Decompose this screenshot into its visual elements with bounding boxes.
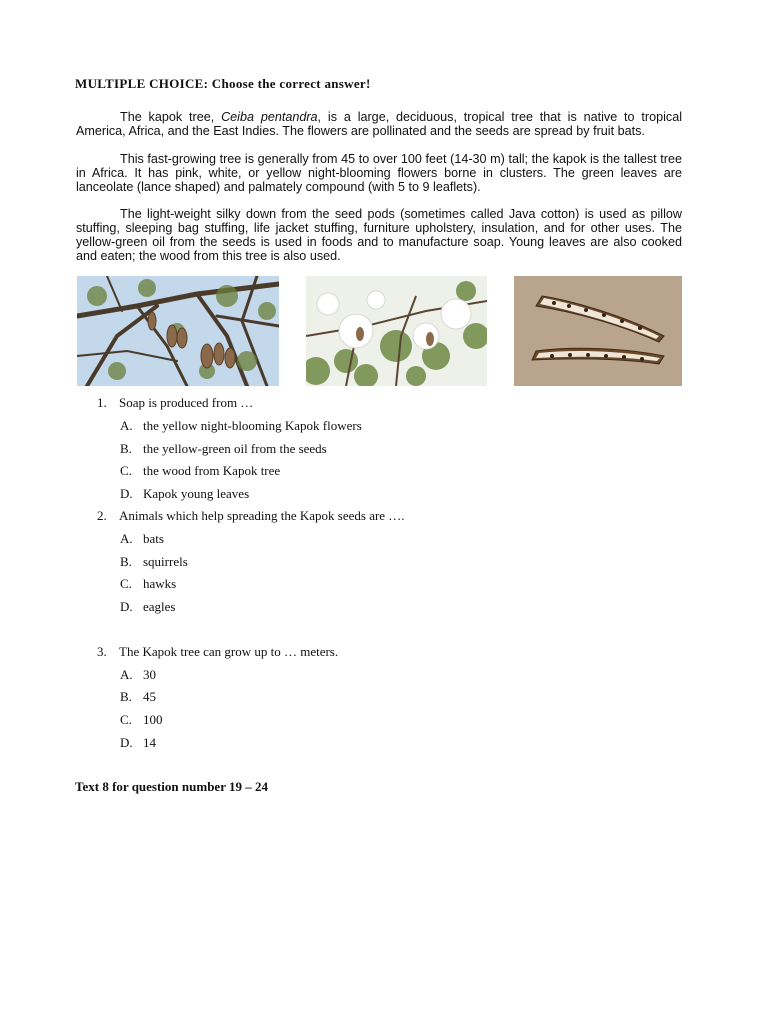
option-text: eagles: [143, 599, 176, 614]
p2-text: This fast-growing tree is generally from 45 to over 100 feet (14-30 m) tall; the kapok is the tallest tree in Africa. It has pink, white, or yellow night-blooming flowers borne in clusters. The green leaves are lanceolate (lance shaped) and palmately compound (with 5 to 9 leaflets).: [76, 152, 682, 194]
option-3d[interactable]: [120, 735, 156, 750]
p1-text-b: , is a large, deciduous, tropical tree that is native to tropical America, Africa, and the East Indies. The flowers are pollinated and the seeds are spread by fruit bats.: [76, 110, 682, 138]
question-3: [97, 644, 338, 659]
option-text: the wood from Kapok tree: [143, 463, 281, 478]
option-3a[interactable]: [120, 667, 156, 682]
option-text: the yellow night-blooming Kapok flowers: [143, 418, 362, 433]
option-3c[interactable]: [120, 712, 163, 727]
option-letter: C.: [120, 463, 132, 478]
option-2a[interactable]: [120, 531, 164, 546]
kapok-pods-photo: [77, 276, 279, 386]
p1-scientific-name: Ceiba pentandra: [221, 110, 318, 124]
option-letter: A.: [120, 531, 133, 546]
option-letter: A.: [120, 667, 133, 682]
option-letter: C.: [120, 576, 132, 591]
question-number: 3.: [97, 644, 107, 659]
kapok-cotton-photo: [306, 276, 487, 386]
option-1a[interactable]: [120, 418, 362, 433]
option-text: the yellow-green oil from the seeds: [143, 441, 327, 456]
option-letter: D.: [120, 735, 133, 750]
option-2d[interactable]: [120, 599, 175, 614]
option-letter: A.: [120, 418, 133, 433]
option-2b[interactable]: [120, 554, 188, 569]
kapok-seed-pod-photo: [514, 276, 682, 386]
option-text: 14: [143, 735, 156, 750]
option-2c[interactable]: [120, 576, 176, 591]
option-text: squirrels: [143, 554, 188, 569]
question-2: [97, 508, 405, 523]
question-text: The Kapok tree can grow up to … meters.: [119, 644, 339, 659]
passage-paragraph-2: [76, 152, 682, 194]
option-text: Kapok young leaves: [143, 486, 250, 501]
option-text: 45: [143, 689, 156, 704]
option-letter: B.: [120, 441, 132, 456]
question-text: Animals which help spreading the Kapok seeds are ….: [119, 508, 405, 523]
option-1b[interactable]: [120, 441, 327, 456]
option-letter: D.: [120, 486, 133, 501]
option-3b[interactable]: [120, 689, 156, 704]
p3-text: The light-weight silky down from the seed pods (sometimes called Java cotton) is used as pillow stuffing, sleeping bag stuffing, life jacket stuffing, furniture upholstery, insulation, and for other uses. The yellow-green oil from the seeds is used in foods and to manufacture soap. Young leaves are also cooked and eaten; the wood from this tree is also used.: [76, 207, 682, 263]
option-text: 100: [143, 712, 163, 727]
option-letter: B.: [120, 554, 132, 569]
option-text: bats: [143, 531, 164, 546]
option-letter: B.: [120, 689, 132, 704]
option-1d[interactable]: [120, 486, 249, 501]
option-letter: C.: [120, 712, 132, 727]
p1-text-a: The kapok tree,: [120, 110, 222, 124]
question-number: 2.: [97, 508, 107, 523]
option-1c[interactable]: [120, 463, 280, 478]
next-text-title: Text 8 for question number 19 – 24: [75, 779, 268, 794]
question-text: Soap is produced from …: [119, 395, 254, 410]
section-heading: MULTIPLE CHOICE: Choose the correct answer!: [75, 76, 371, 91]
question-number: 1.: [97, 395, 107, 410]
option-letter: D.: [120, 599, 133, 614]
passage-paragraph-1: [76, 110, 682, 138]
question-1: [97, 395, 253, 410]
passage-paragraph-3: [76, 207, 682, 263]
option-text: hawks: [143, 576, 177, 591]
option-text: 30: [143, 667, 156, 682]
